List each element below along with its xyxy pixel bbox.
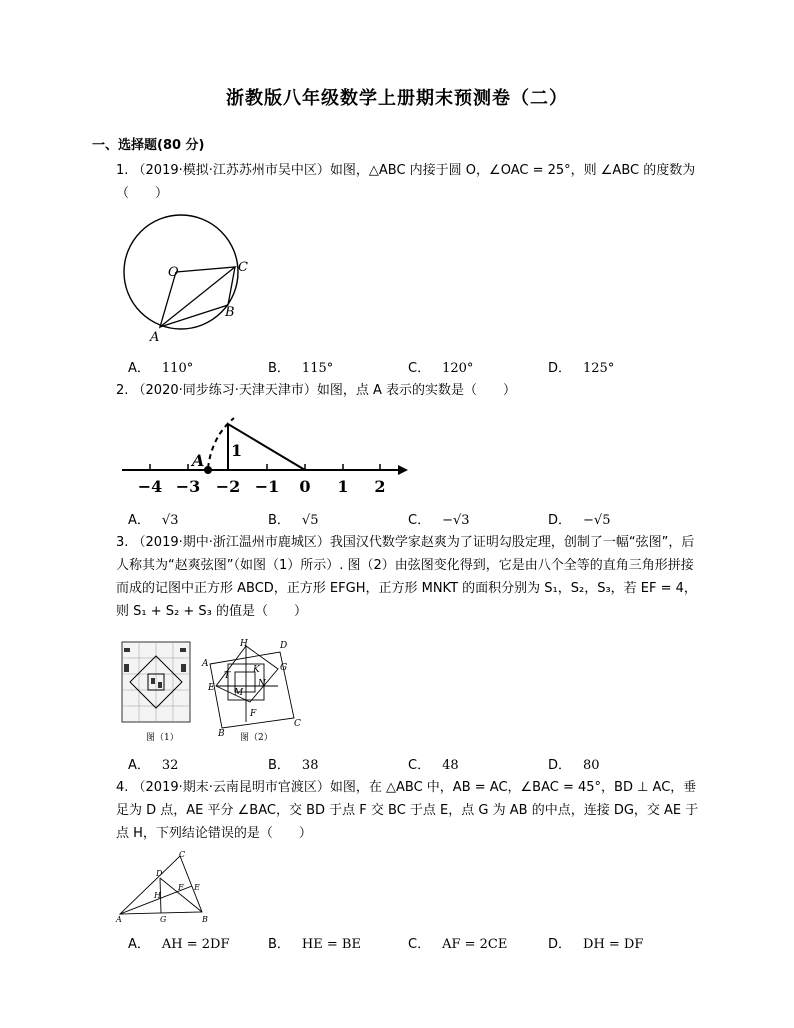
svg-text:A: A [202, 659, 209, 669]
question-4-figure [116, 850, 216, 922]
figure-caption-2: 图（2） [240, 733, 273, 743]
label-side-one: 1 [231, 441, 243, 460]
question-1-text: 1. （2019·模拟·江苏苏州市吴中区）如图，△ABC 内接于圆 O，∠OAC = 25°，则 ∠ABC 的度数为（ ） [116, 163, 696, 201]
svg-text:C: C [179, 850, 186, 859]
svg-text:N: N [258, 679, 266, 689]
svg-text:E: E [194, 883, 200, 892]
question-2-options [128, 509, 708, 529]
svg-text:B: B [218, 729, 225, 739]
section-heading: 一、选择题(80 分) [92, 138, 205, 153]
question-2-figure [118, 412, 408, 500]
label-c: C [238, 260, 248, 275]
figure-caption-1: 图（1） [146, 733, 179, 743]
svg-text:A: A [116, 915, 122, 924]
question-2-text: 2. （2020·同步练习·天津天津市）如图，点 A 表示的实数是（ ） [116, 383, 517, 398]
svg-text:G: G [280, 663, 288, 673]
svg-text:D: D [280, 641, 288, 651]
svg-text:T: T [224, 671, 231, 681]
question-3-text: 3. （2019·期中·浙江温州市鹿城区）我国汉代数学家赵爽为了证明勾股定理，创制了一幅“弦图”，后人称其为“赵爽弦图”（如图（1）所示）. 图（2）由弦图变化得到，它是由八个全等的直角三角形拼接而成的记图中正方形 ABCD，正方形 EFGH，正方形 MNKT 的面积分别为 S₁，S₂，S₃，若 EF = 4，则 S₁ + S₂ + S₃ 的值是（ ） [116, 535, 697, 619]
q3-option-d[interactable]: D． 80 [548, 758, 600, 773]
page-title: 浙教版八年级数学上册期末预测卷（二） [226, 88, 568, 109]
triangle-figure-lines [120, 856, 202, 914]
svg-text:C: C [294, 719, 301, 729]
question-4-options [128, 933, 708, 953]
number-line-arrow [398, 465, 408, 475]
label-point-a: A [192, 451, 205, 470]
q4-option-b[interactable]: B． HE = BE [268, 937, 361, 952]
tick-label: −3 [175, 477, 201, 496]
q4-option-d[interactable]: D． DH = DF [548, 937, 644, 952]
q3-option-b[interactable]: B． 38 [268, 758, 319, 773]
q1-option-b[interactable]: B． 115° [268, 361, 334, 376]
tick-label: 0 [299, 477, 311, 496]
q3-option-a[interactable]: A． 32 [128, 758, 179, 773]
q3-option-c[interactable]: C． 48 [408, 758, 459, 773]
svg-text:H: H [154, 891, 161, 900]
q4-option-c[interactable]: C． AF = 2CE [408, 937, 508, 952]
q1-option-a[interactable]: A． 110° [128, 361, 194, 376]
q2-option-c[interactable]: C． −√3 [408, 513, 470, 528]
svg-text:G: G [160, 915, 167, 924]
svg-text:F: F [250, 709, 257, 719]
point-a-dot [204, 466, 212, 474]
tick-label: −4 [137, 477, 163, 496]
q1-option-c[interactable]: C． 120° [408, 361, 474, 376]
tick-label: 2 [374, 477, 386, 496]
question-4-text: 4. （2019·期末·云南昆明市官渡区）如图，在 △ABC 中，AB = AC，∠BAC = 45°，BD ⊥ AC，垂足为 D 点，AE 平分 ∠BAC，交 BD 于点 F 交 BC 于点 E，点 G 为 AB 的中点，连接 DG，交 AE 于点 H，下列结论错误的是（ ） [116, 780, 699, 841]
question-1-options [128, 357, 708, 377]
zhao-shuang-diagram [122, 642, 190, 722]
svg-text:F: F [178, 883, 184, 892]
question-3-figure [118, 636, 308, 748]
svg-text:E: E [208, 683, 215, 693]
q2-option-b[interactable]: B． √5 [268, 513, 319, 528]
svg-text:M: M [234, 688, 244, 698]
label-b: B [225, 305, 235, 320]
tick-label: −1 [254, 477, 280, 496]
svg-text:K: K [253, 665, 260, 675]
q2-option-a[interactable]: A． √3 [128, 513, 179, 528]
q1-option-d[interactable]: D． 125° [548, 361, 615, 376]
question-1-figure [118, 214, 256, 345]
svg-text:H: H [240, 639, 248, 649]
label-a: A [150, 330, 160, 345]
svg-text:B: B [202, 915, 208, 924]
q2-option-d[interactable]: D． −√5 [548, 513, 611, 528]
svg-text:D: D [156, 869, 163, 878]
label-o: O [168, 265, 179, 280]
tick-label: −2 [215, 477, 241, 496]
question-3-options [128, 754, 708, 774]
tick-label: 1 [337, 477, 349, 496]
q4-option-a[interactable]: A． AH = 2DF [128, 937, 230, 952]
